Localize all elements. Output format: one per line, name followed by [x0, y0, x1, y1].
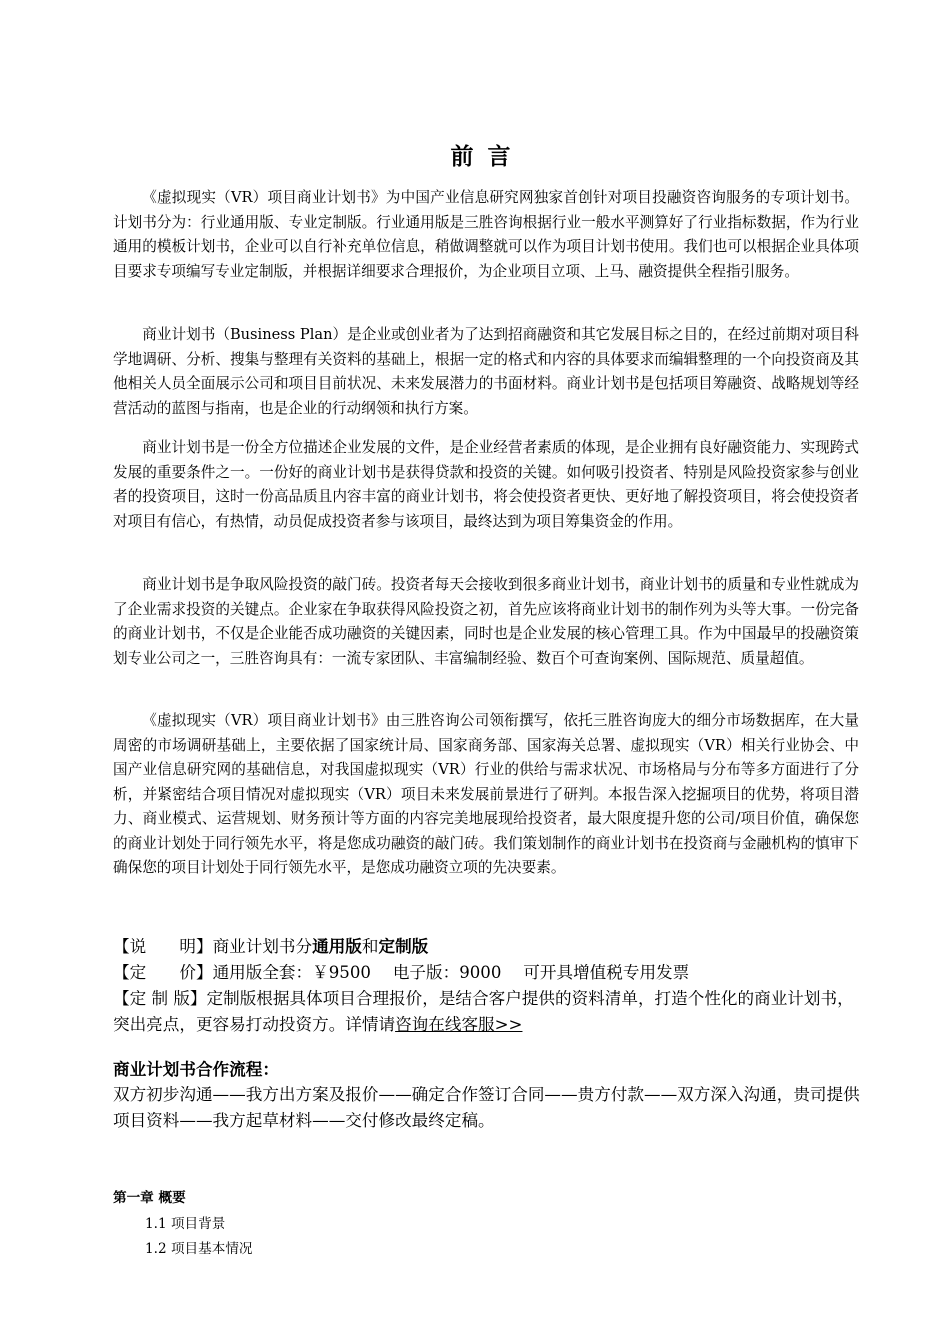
info-description-prefix: 商业计划书分 [212, 937, 313, 956]
preface-paragraph-3: 商业计划书是一份全方位描述企业发展的文件，是企业经营者素质的体现，是企业拥有良好融资能力、实现跨式发展的重要条件之一。一份好的商业计划书是获得贷款和投资的关键。如何吸引投资者、特别是风险投资家参与创业者的投资项目，这时一份高品质且内容丰富的商业计划书，将会使投资者更快、更好地了解投资项目，将会使投资者对项目有信心，有热情，动员促成投资者参与该项目，最终达到为项目筹集资金的作用。 [113, 439, 859, 530]
cooperation-flow-title: 商业计划书合作流程： [113, 1059, 279, 1079]
info-price-label: 【定 价】 [113, 963, 213, 982]
info-price [113, 960, 863, 986]
info-custom-label: 【定 制 版】 [113, 989, 207, 1008]
cooperation-flow-text: 双方初步沟通——我方出方案及报价——确定合作签订合同——贵方付款——双方深入沟通，贵司提供项目资料——我方起草材料——交付修改最终定稿。 [113, 1085, 860, 1130]
toc-item: 1.2 项目基本情况 [145, 1241, 253, 1257]
info-description [113, 933, 863, 960]
toc-item: 1.1 项目背景 [145, 1216, 226, 1232]
info-price-text: 通用版全套：￥9500 电子版：9000 可开具增值税专用发票 [212, 963, 690, 982]
info-custom [113, 986, 863, 1038]
preface-paragraph-5: 《虚拟现实（VR）项目商业计划书》由三胜咨询公司领衔撰写，依托三胜咨询庞大的细分市场数据库，在大量周密的市场调研基础上，主要依据了国家统计局、国家商务部、国家海关总署、虚拟现实（VR）相关行业协会、中国产业信息研究网的基础信息，对我国虚拟现实（VR）行业的供给与需求状况、市场格局与分布等多方面进行了分析，并紧密结合项目情况对虚拟现实（VR）项目未来发展前景进行了研判。本报告深入挖掘项目的优势，将项目潜力、商业模式、运营规划、财务预计等方面的内容完美地展现给投资者，最大限度提升您的公司/项目价值，确保您的商业计划处于同行领先水平，将是您成功融资的敲门砖。我们策划制作的商业计划书在投资商与金融机构的慎审下确保您的项目计划处于同行领先水平，是您成功融资立项的先决要素。 [113, 712, 859, 876]
product-info [113, 933, 863, 1038]
info-custom-version: 定制版 [378, 936, 429, 956]
info-and: 和 [361, 937, 379, 956]
info-general-version: 通用版 [312, 936, 362, 956]
toc-chapter-1: 第一章 概要 [113, 1190, 186, 1206]
page-title: 前言 [450, 143, 525, 170]
preface-paragraph-1: 《虚拟现实（VR）项目商业计划书》为中国产业信息研究网独家首创针对项目投融资咨询服务的专项计划书。计划书分为：行业通用版、专业定制版。行业通用版是三胜咨询根据行业一般水平测算好了行业指标数据，作为行业通用的模板计划书，企业可以自行补充单位信息，稍做调整就可以作为项目计划书使用。我们也可以根据企业具体项目要求专项编写专业定制版，并根据详细要求合理报价，为企业项目立项、上马、融资提供全程指引服务。 [113, 189, 859, 280]
info-custom-text: 定制版根据具体项目合理报价，是结合客户提供的资料清单，打造个性化的商业计划书，突出亮点，更容易打动投资方。详情请 [113, 989, 854, 1034]
info-description-label: 【说 明】 [113, 937, 213, 956]
preface-paragraph-4: 商业计划书是争取风险投资的敲门砖。投资者每天会接收到很多商业计划书，商业计划书的质量和专业性就成为了企业需求投资的关键点。企业家在争取获得风险投资之初，首先应该将商业计划书的制作列为头等大事。一份完备的商业计划书，不仅是企业能否成功融资的关键因素，同时也是企业发展的核心管理工具。作为中国最早的投融资策划专业公司之一，三胜咨询具有：一流专家团队、丰富编制经验、数百个可查询案例、国际规范、质量超值。 [113, 576, 859, 667]
online-service-link[interactable]: 咨询在线客服>> [395, 1015, 523, 1034]
preface-paragraph-2: 商业计划书（Business Plan）是企业或创业者为了达到招商融资和其它发展目标之目的，在经过前期对项目科学地调研、分析、搜集与整理有关资料的基础上，根据一定的格式和内容的具体要求而编辑整理的一个向投资商及其他相关人员全面展示公司和项目目前状况、未来发展潜力的书面材料。商业计划书是包括项目筹融资、战略规划等经营活动的蓝图与指南，也是企业的行动纲领和执行方案。 [113, 326, 859, 417]
